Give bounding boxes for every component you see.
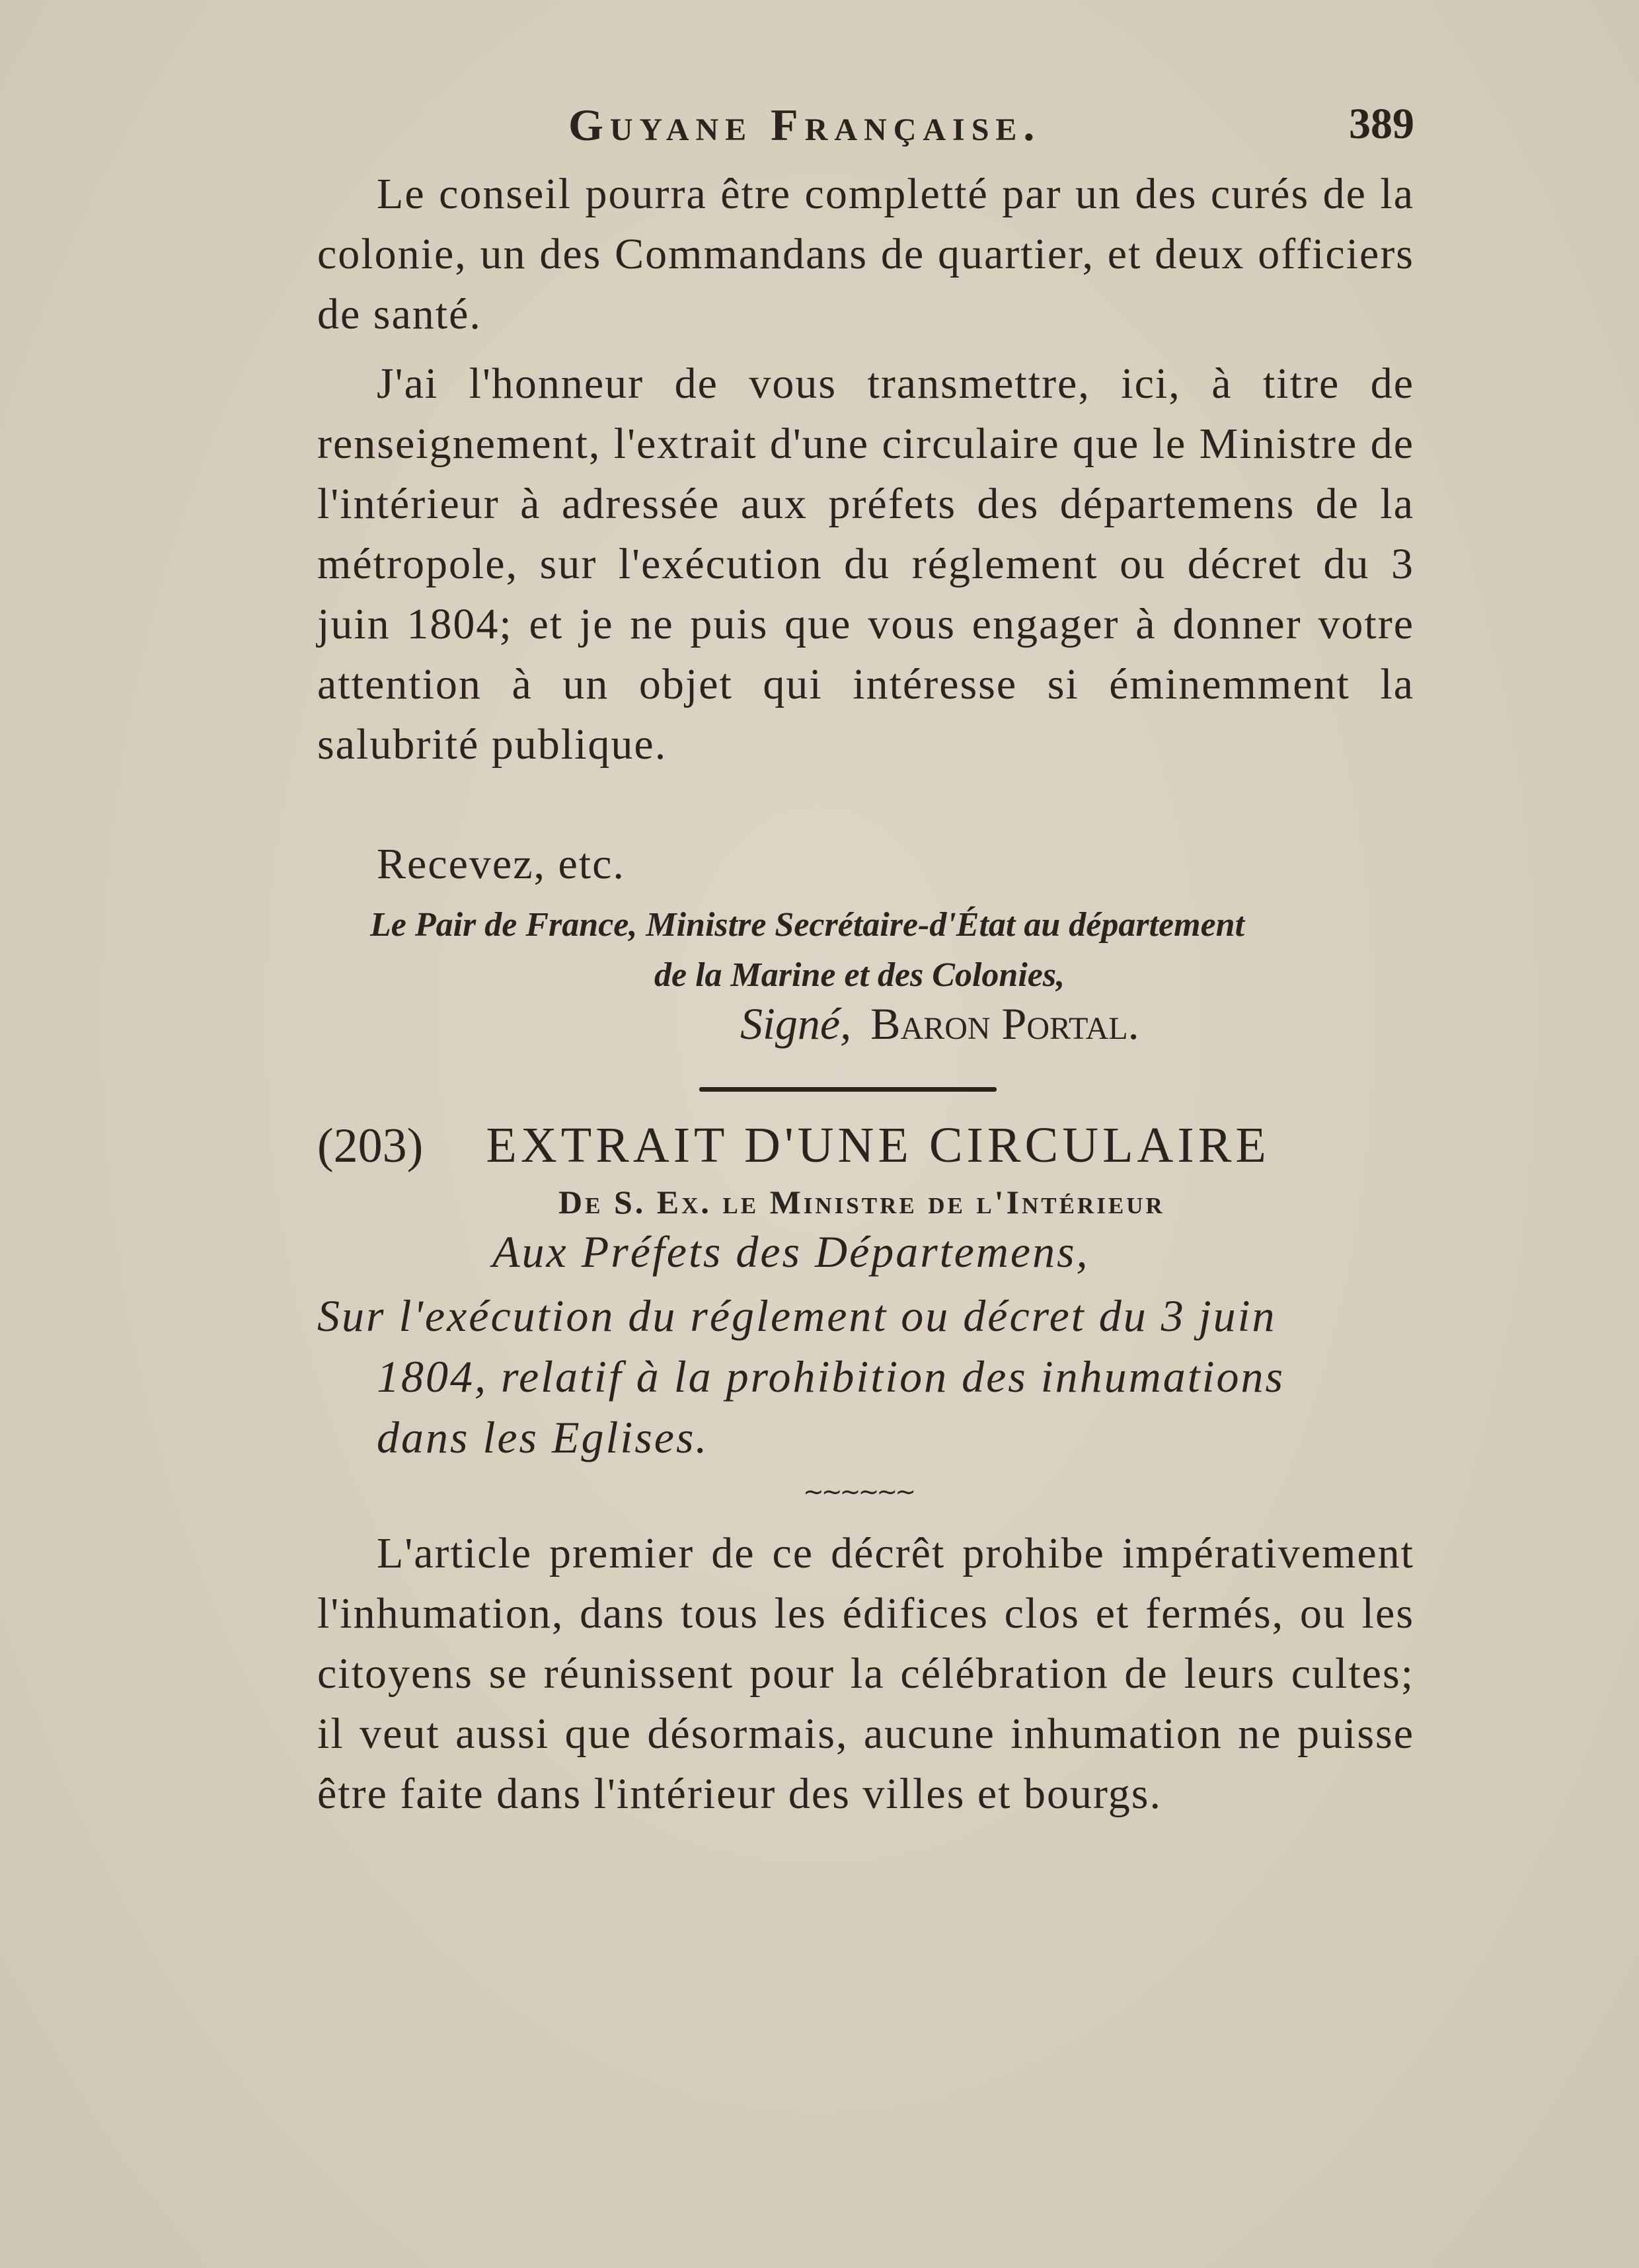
- signatory-line-2: de la Marine et des Colonies,: [654, 956, 1065, 994]
- paragraph-conseil: [317, 164, 1414, 344]
- paragraph-text: Le conseil pourra être completté par un des curés de la colonie, un des Commandans de quartier, et deux officiers de santé.: [317, 170, 1414, 338]
- signatory-block: [370, 900, 1401, 1001]
- signed-label: Signé,: [740, 999, 852, 1049]
- section-to: [492, 1226, 1352, 1278]
- signature-line: [740, 998, 1401, 1050]
- section-body-text: L'article premier de ce décrêt prohibe impérativement l'inhumation, dans tous les édifices clos et fermés, ou les citoyens se réunissent pour la célébration de leurs cultes; il veut aussi que désormais, aucune inhumation ne puisse être faite dans l'intérieur des villes et bourgs.: [317, 1529, 1414, 1818]
- signatory-line-1: Le Pair de France, Ministre Secrétaire-d'État au département: [370, 906, 1245, 944]
- salutation-text: Recevez, etc.: [377, 840, 625, 888]
- salutation: [317, 834, 1414, 894]
- paragraph-transmettre: [317, 354, 1414, 775]
- section-to-text: Aux Préfets des Départemens,: [492, 1227, 1090, 1277]
- running-title: Guyane Française.: [568, 100, 1042, 150]
- section-title: EXTRAIT D'UNE CIRCULAIRE: [486, 1117, 1270, 1173]
- wave-ornament: ~~~~~~: [803, 1477, 914, 1506]
- section-divider: [699, 1087, 997, 1092]
- paragraph-text: J'ai l'honneur de vous transmettre, ici, à titre de renseignement, l'extrait d'une circulaire que le Ministre de l'intérieur à adressée aux préfets des départemens de la métropole, sur l'exécution du réglement ou décret du 3 juin 1804; et je ne puis que vous engager à donner votre attention à un objet qui intéresse si éminemment la salubrité publique.: [317, 359, 1414, 769]
- subject-line-1: Sur l'exécution du réglement ou décret du 3 juin: [317, 1291, 1277, 1341]
- subject-line-3: dans les Eglises.: [377, 1412, 709, 1462]
- subject-line-2: 1804, relatif à la prohibition des inhumations: [377, 1351, 1285, 1402]
- section-heading: [317, 1117, 1414, 1183]
- section-number: (203): [317, 1119, 424, 1173]
- section-from-text: De S. Ex. le Ministre de l'Intérieur: [558, 1184, 1165, 1221]
- page-number: 389: [1349, 100, 1414, 148]
- running-header: [317, 99, 1414, 165]
- section-body: [317, 1523, 1414, 1824]
- section-subject: [317, 1285, 1414, 1468]
- signed-name: Baron Portal.: [870, 999, 1139, 1049]
- section-from: [558, 1183, 1352, 1221]
